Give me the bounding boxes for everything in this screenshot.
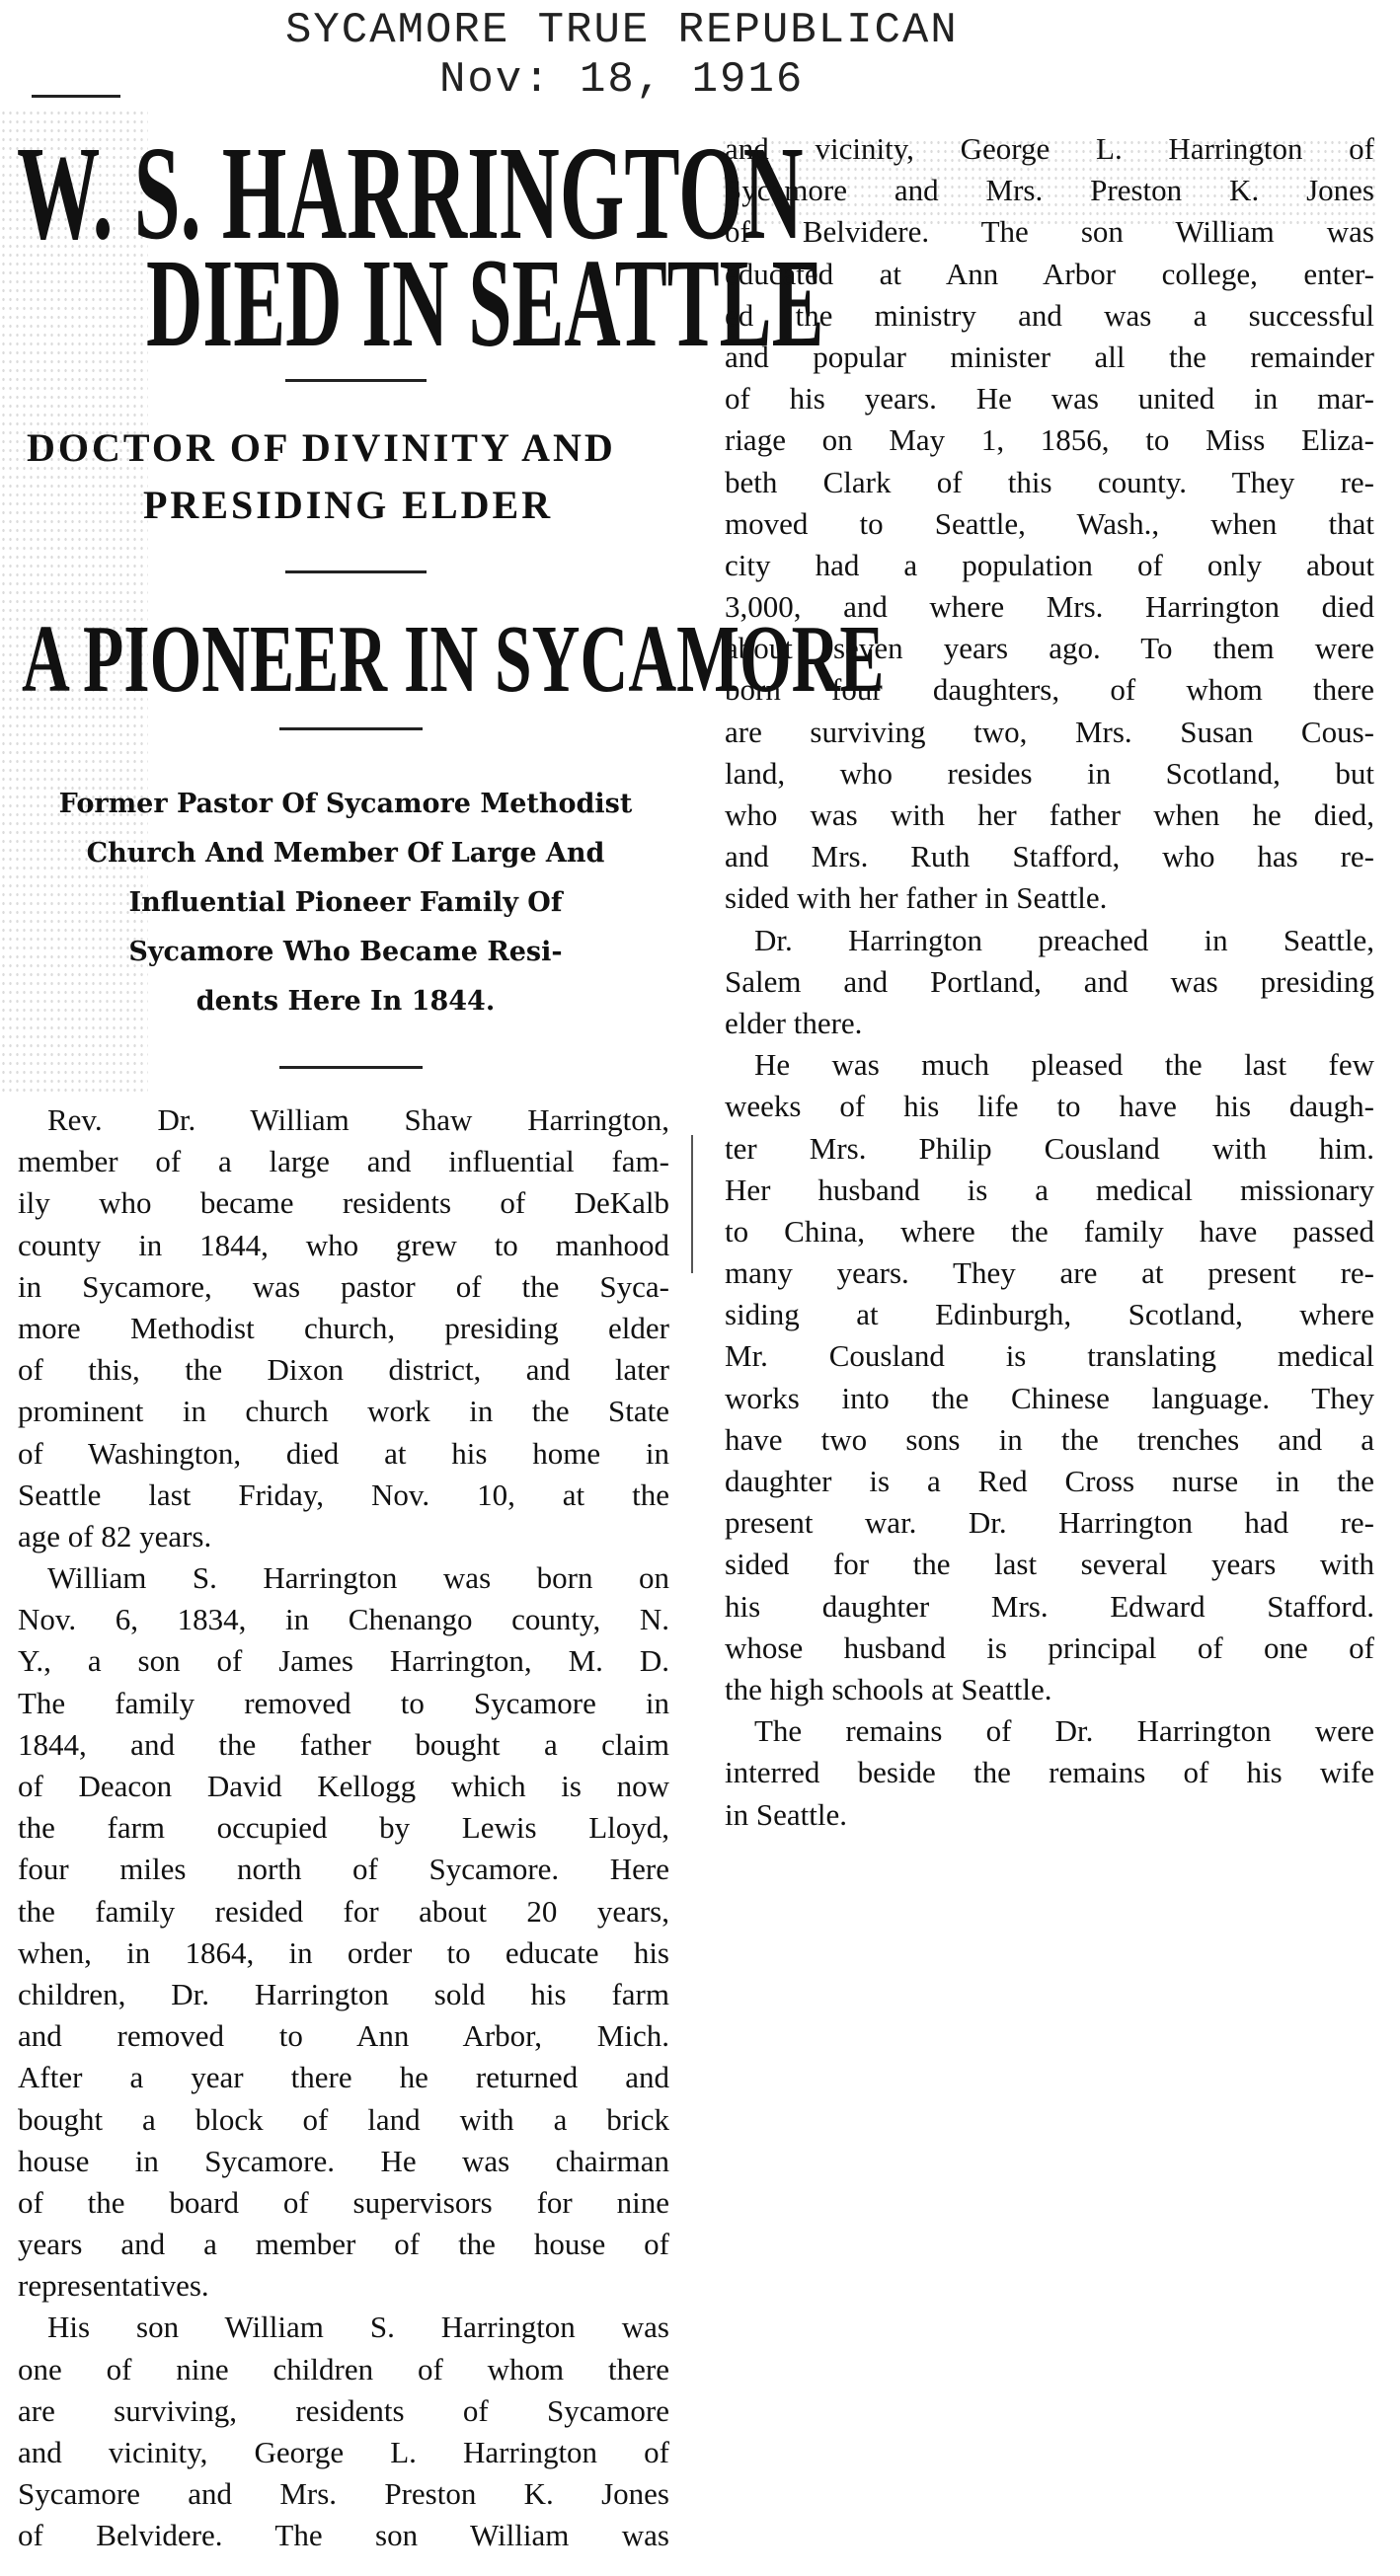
text-line: about seven years ago. To them were: [725, 631, 1374, 666]
text-line: when, in 1864, in order to educate his: [18, 1934, 669, 1970]
text-line: in Sycamore, was pastor of the Syca-: [18, 1268, 669, 1304]
text-line: He was much pleased the last few: [754, 1047, 1374, 1083]
text-line: Sycamore and Mrs. Preston K. Jones: [725, 173, 1374, 208]
text-line: of the board of supervisors for nine: [18, 2184, 669, 2220]
text-line: of this, the Dixon district, and later: [18, 1352, 669, 1388]
text-line: daughter is a Red Cross nurse in the: [725, 1464, 1374, 1498]
text-line: beth Clark of this county. They re-: [725, 464, 1374, 499]
divider: [279, 727, 423, 730]
text-line: William S. Harrington was born on: [47, 1560, 669, 1596]
text-line: are surviving two, Mrs. Susan Cous-: [725, 714, 1374, 749]
text-line: of Washington, died at his home in: [18, 1435, 669, 1471]
subhead-line: Former Pastor Of Sycamore Methodist: [58, 789, 633, 819]
column-rule: [691, 1135, 693, 1273]
text-line: born four daughters, of whom there: [725, 672, 1374, 708]
subhead-line: Church And Member Of Large And: [86, 838, 605, 869]
deck-presiding: PRESIDING ELDER: [143, 483, 554, 527]
text-line: have two sons in the trenches and a: [725, 1421, 1374, 1457]
text-line: the family resided for about 20 years,: [18, 1893, 669, 1929]
text-line: and removed to Ann Arbor, Mich.: [18, 2018, 669, 2054]
text-line: ed the ministry and was a successful: [725, 297, 1374, 333]
text-line: of his years. He was united in mar-: [725, 381, 1374, 417]
text-line: in Seattle.: [725, 1796, 847, 1832]
text-line: 3,000, and where Mrs. Harrington died: [725, 589, 1374, 625]
text-line: four miles north of Sycamore. Here: [18, 1852, 669, 1887]
subhead: [20, 780, 671, 1026]
text-line: Y., a son of James Harrington, M. D.: [18, 1643, 669, 1679]
subhead-line: Sycamore Who Became Resi-: [128, 937, 563, 967]
text-line: to China, where the family have passed: [725, 1213, 1374, 1249]
text-line: moved to Seattle, Wash., when that: [725, 505, 1374, 541]
text-line: interred beside the remains of his wife: [725, 1755, 1374, 1790]
deck-doctor: DOCTOR OF DIVINITY AND: [27, 425, 616, 470]
headline-died: DIED IN SEATTLE: [146, 233, 824, 373]
text-line: of Belvidere. The son William was: [18, 2518, 669, 2553]
text-line: more Methodist church, presiding elder: [18, 1310, 669, 1345]
text-line: and popular minister all the remainder: [725, 339, 1374, 374]
publication-date: Nov: 18, 1916: [439, 55, 805, 105]
divider: [32, 95, 120, 98]
text-line: age of 82 years.: [18, 1518, 212, 1553]
text-line: the high schools at Seattle.: [725, 1671, 1052, 1706]
text-line: representatives.: [18, 2268, 209, 2304]
text-line: one of nine children of whom there: [18, 2351, 669, 2387]
headline-name: W. S. HARRINGTON: [17, 119, 804, 267]
subhead-line: dents Here In 1844.: [195, 986, 496, 1017]
article-column-right: [725, 128, 1374, 1836]
subhead-line: Influential Pioneer Family Of: [128, 887, 563, 918]
text-line: Mr. Cousland is translating medical: [725, 1338, 1374, 1374]
text-line: The family removed to Sycamore in: [18, 1685, 669, 1720]
text-line: land, who resides in Scotland, but: [725, 755, 1374, 791]
text-line: 1844, and the father bought a claim: [18, 1726, 669, 1762]
text-line: siding at Edinburgh, Scotland, where: [725, 1297, 1374, 1332]
text-line: Rev. Dr. William Shaw Harrington,: [47, 1102, 669, 1137]
text-line: of Belvidere. The son William was: [725, 214, 1374, 250]
text-line: sided with her father in Seattle.: [725, 880, 1108, 916]
text-line: and vicinity, George L. Harrington of: [725, 131, 1374, 166]
headline-pioneer: A PIONEER IN SYCAMORE: [22, 606, 885, 713]
text-line: city had a population of only about: [725, 547, 1374, 582]
text-line: Sycamore and Mrs. Preston K. Jones: [18, 2476, 669, 2512]
text-line: present war. Dr. Harrington had re-: [725, 1505, 1374, 1541]
text-line: ter Mrs. Philip Cousland with him.: [725, 1130, 1374, 1166]
text-line: sided for the last several years with: [725, 1547, 1374, 1582]
text-line: county in 1844, who grew to manhood: [18, 1227, 669, 1262]
text-line: and vicinity, George L. Harrington of: [18, 2435, 669, 2469]
text-line: Seattle last Friday, Nov. 10, at the: [18, 1477, 669, 1512]
text-line: Nov. 6, 1834, in Chenango county, N.: [18, 1602, 669, 1637]
text-line: and Mrs. Ruth Stafford, who has re-: [725, 839, 1374, 874]
text-line: years and a member of the house of: [18, 2227, 669, 2262]
text-line: weeks of his life to have his daugh-: [725, 1089, 1374, 1124]
text-line: the farm occupied by Lewis Lloyd,: [18, 1810, 669, 1846]
text-line: Dr. Harrington preached in Seattle,: [754, 922, 1374, 957]
text-line: ily who became residents of DeKalb: [18, 1185, 669, 1221]
text-line: many years. They are at present re-: [725, 1255, 1374, 1291]
text-line: The remains of Dr. Harrington were: [754, 1713, 1374, 1749]
text-line: After a year there he returned and: [18, 2060, 669, 2095]
text-line: who was with her father when he died,: [725, 797, 1374, 832]
text-line: are surviving, residents of Sycamore: [18, 2392, 669, 2428]
divider: [285, 570, 427, 573]
text-line: elder there.: [725, 1005, 863, 1040]
divider: [279, 1066, 423, 1069]
divider: [285, 379, 427, 382]
article-column-left: [18, 1099, 669, 2557]
text-line: children, Dr. Harrington sold his farm: [18, 1976, 669, 2011]
newspaper-name: SYCAMORE TRUE REPUBLICAN: [285, 6, 959, 55]
text-line: bought a block of land with a brick: [18, 2101, 669, 2137]
text-line: whose husband is principal of one of: [725, 1629, 1374, 1665]
text-line: educated at Ann Arbor college, enter-: [725, 256, 1374, 291]
text-line: works into the Chinese language. They: [725, 1380, 1374, 1415]
text-line: house in Sycamore. He was chairman: [18, 2143, 669, 2178]
text-line: his daughter Mrs. Edward Stafford.: [725, 1588, 1374, 1624]
text-line: riage on May 1, 1856, to Miss Eliza-: [725, 422, 1374, 458]
text-line: prominent in church work in the State: [18, 1394, 669, 1429]
text-line: member of a large and influential fam-: [18, 1144, 669, 1179]
text-line: Salem and Portland, and was presiding: [725, 963, 1374, 999]
text-line: of Deacon David Kellogg which is now: [18, 1769, 669, 1803]
text-line: His son William S. Harrington was: [47, 2310, 669, 2345]
text-line: Her husband is a medical missionary: [725, 1172, 1374, 1207]
